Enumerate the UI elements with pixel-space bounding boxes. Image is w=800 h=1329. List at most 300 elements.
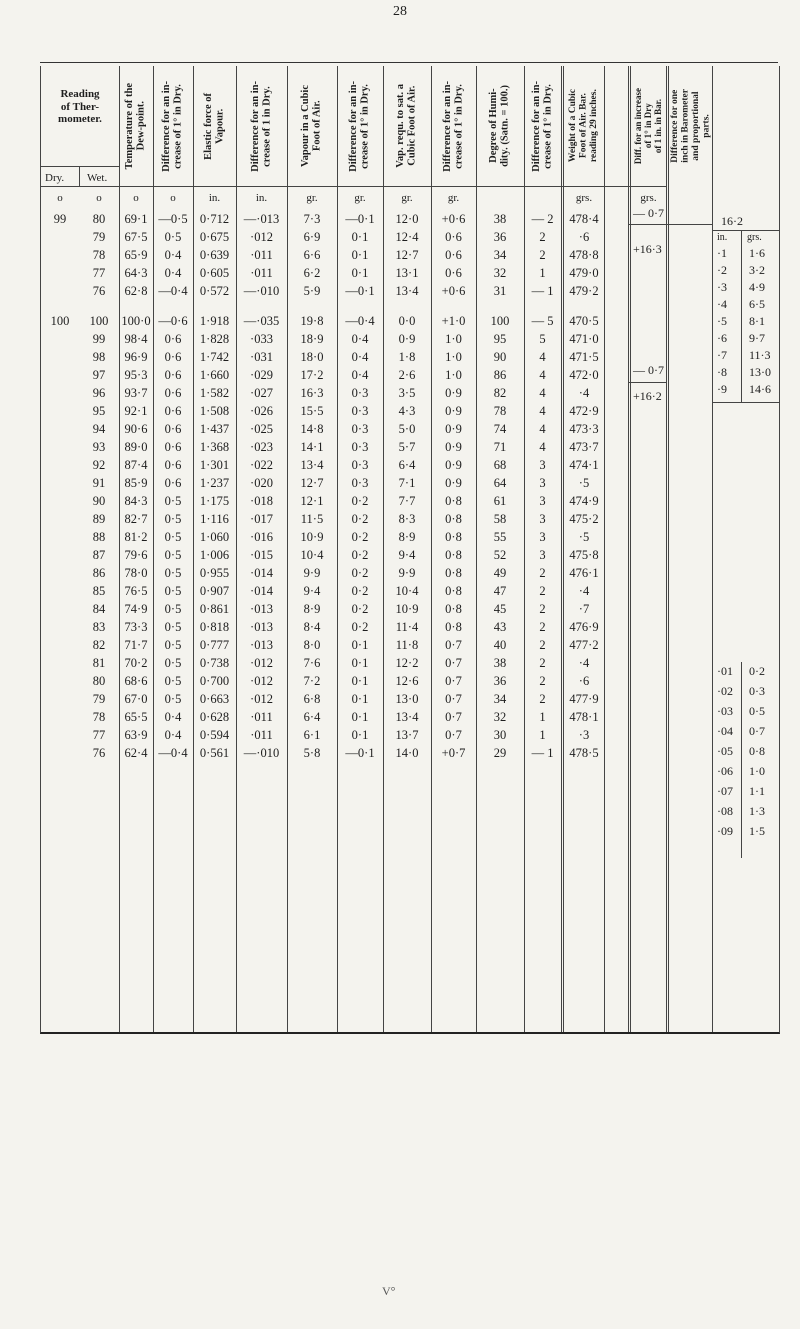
diff-vapour-cell: —0·4 (345, 314, 375, 328)
diffone-grs-value: 0·2 (749, 664, 765, 678)
diff-humidity-cell: 3 (539, 512, 546, 526)
elastic-force-cell: 0·907 (199, 584, 230, 598)
wet-cell: 83 (92, 620, 106, 634)
table-row (41, 458, 779, 476)
elastic-force-cell: 1·116 (200, 512, 229, 526)
elastic-force-cell: 0·700 (199, 674, 230, 688)
table-row (41, 266, 779, 284)
wet-cell: 78 (92, 248, 106, 262)
diff-elastic-cell: ·014 (250, 584, 273, 598)
diffone-inch-value: ·02 (717, 684, 733, 698)
header-diff-bar: Diff. for an increase of 1° in Dry of 1 in. in Bar. (632, 87, 663, 165)
diff-humidity-cell: — 2 (531, 212, 554, 226)
diff-humidity-cell: 1 (539, 728, 546, 742)
weight-cell: 477·9 (569, 692, 599, 706)
diff-vap-required-cell: 0·8 (445, 620, 462, 634)
diff-elastic-cell: ·026 (250, 404, 273, 418)
diff-vap-required-cell: 0·7 (445, 656, 462, 670)
diff-vapour-cell: 0·2 (351, 548, 369, 562)
humidity-cell: 32 (493, 266, 507, 280)
diff-vapour-cell: 0·1 (351, 656, 369, 670)
unit-diff-vapour: gr. (354, 192, 366, 204)
weight-cell: 478·4 (569, 212, 599, 226)
diff-dew-cell: 0·6 (164, 404, 182, 418)
dew-point-cell: 81·2 (124, 530, 148, 544)
vapour-cell: 19·8 (300, 314, 324, 328)
table-row (41, 404, 779, 422)
humidity-cell: 52 (493, 548, 507, 562)
vap-required-cell: 8·9 (398, 530, 416, 544)
weight-cell: 475·8 (569, 548, 599, 562)
diff-vap-required-cell: 0·8 (445, 548, 462, 562)
diff-humidity-cell: 4 (539, 350, 546, 364)
table-row (41, 638, 779, 656)
diffone-inch-value: ·6 (717, 331, 727, 345)
diff-vap-required-cell: 0·8 (445, 530, 462, 544)
wet-cell: 98 (92, 350, 106, 364)
diffone-inch-value: ·08 (717, 804, 733, 818)
diff-vapour-cell: 0·2 (351, 512, 369, 526)
dew-point-cell: 65·5 (124, 710, 148, 724)
diff-vap-required-cell: 0·8 (445, 584, 462, 598)
diff-dew-cell: 0·5 (164, 230, 182, 244)
vapour-cell: 18·9 (300, 332, 324, 346)
dew-point-cell: 62·4 (124, 746, 148, 760)
vapour-cell: 6·1 (303, 728, 321, 742)
table-row (41, 710, 779, 728)
diffbar-weight-mid: — 0·7 (633, 363, 664, 377)
table-row (41, 248, 779, 266)
diffone-grs-value: 0·8 (749, 744, 765, 758)
diff-elastic-cell: ·017 (250, 512, 273, 526)
diff-vap-required-cell: 1·0 (445, 368, 462, 382)
vap-required-cell: 13·7 (395, 728, 419, 742)
diff-vapour-cell: 0·1 (351, 248, 369, 262)
vap-required-cell: 0·9 (398, 332, 416, 346)
vapour-cell: 6·2 (303, 266, 321, 280)
vapour-cell: 5·8 (303, 746, 321, 760)
diff-humidity-cell: 4 (539, 368, 546, 382)
unit-dew: o (133, 192, 139, 204)
elastic-force-cell: 0·712 (199, 212, 230, 226)
wet-cell: 85 (92, 584, 106, 598)
elastic-force-cell: 1·368 (199, 440, 230, 454)
vap-required-cell: 10·9 (395, 602, 419, 616)
diff-dew-cell: 0·5 (164, 512, 182, 526)
dew-point-cell: 98·4 (124, 332, 148, 346)
diff-vap-required-cell: 0·9 (445, 458, 462, 472)
wet-cell: 80 (92, 212, 106, 226)
diff-dew-cell: 0·4 (164, 728, 182, 742)
diff-elastic-cell: ·012 (250, 692, 273, 706)
vapour-cell: 17·2 (300, 368, 324, 382)
diff-dew-cell: 0·4 (164, 266, 182, 280)
table-row (41, 530, 779, 548)
vapour-cell: 7·6 (303, 656, 321, 670)
diffone-grs-value: 0·7 (749, 724, 765, 738)
vap-required-cell: 5·7 (398, 440, 416, 454)
diff-vap-required-cell: 0·8 (445, 566, 462, 580)
diffone-grs-value: 1·5 (749, 824, 765, 838)
elastic-force-cell: 0·639 (199, 248, 230, 262)
vapour-cell: 7·3 (303, 212, 321, 226)
weight-cell: 470·5 (569, 314, 599, 328)
wet-cell: 79 (92, 230, 106, 244)
wet-cell: 99 (92, 332, 106, 346)
humidity-cell: 36 (493, 230, 507, 244)
elastic-force-cell: 0·955 (199, 566, 230, 580)
unit-vap-req: gr. (401, 192, 413, 204)
diff-vap-required-cell: 0·9 (445, 404, 462, 418)
diffone-grs-value: 0·5 (749, 704, 765, 718)
header-diff-dew: Difference for an in- crease of 1° in Dry. (161, 80, 184, 172)
weight-cell: 476·1 (569, 566, 599, 580)
humidity-cell: 71 (493, 440, 507, 454)
header-diff-humidity: Difference for an in- crease of 1° in Dry. (530, 80, 554, 172)
elastic-force-cell: 1·006 (199, 548, 230, 562)
wet-cell: 78 (92, 710, 106, 724)
elastic-force-cell: 0·605 (199, 266, 230, 280)
vapour-cell: 10·9 (300, 530, 324, 544)
diff-vap-required-cell: 0·7 (445, 674, 462, 688)
vapour-cell: 6·4 (303, 710, 321, 724)
diff-vap-required-cell: 0·7 (445, 710, 462, 724)
table-row (41, 422, 779, 440)
vap-required-cell: 12·4 (395, 230, 419, 244)
wet-cell: 97 (92, 368, 106, 382)
humidity-cell: 68 (493, 458, 507, 472)
diff-vap-required-cell: 0·8 (445, 602, 462, 616)
vap-required-cell: 2·6 (398, 368, 416, 382)
diffone-grs-value: 9·7 (749, 331, 765, 345)
diffone-head-value: 16·2 (721, 214, 743, 228)
dew-point-cell: 64·3 (124, 266, 148, 280)
humidity-cell: 32 (493, 710, 507, 724)
table-row (41, 692, 779, 710)
weight-cell: ·5 (578, 530, 590, 544)
diff-dew-cell: 0·6 (164, 350, 182, 364)
diff-vap-required-cell: 0·6 (445, 230, 462, 244)
humidity-cell: 61 (493, 494, 507, 508)
vapour-cell: 7·2 (303, 674, 321, 688)
elastic-force-cell: 0·861 (199, 602, 230, 616)
vapour-cell: 6·8 (303, 692, 321, 706)
header-diff-elastic: Difference for an in- crease of 1 in Dry. (249, 80, 273, 172)
diffone-inch-value: ·04 (717, 724, 733, 738)
diff-vap-required-cell: +0·7 (441, 746, 466, 760)
diff-humidity-cell: 2 (539, 692, 546, 706)
diff-humidity-cell: 4 (539, 386, 546, 400)
humidity-cell: 34 (493, 248, 507, 262)
vap-required-cell: 3·5 (398, 386, 416, 400)
diffone-grs-value: 0·3 (749, 684, 765, 698)
elastic-force-cell: 1·060 (199, 530, 230, 544)
diffbar-bar-top: +16·3 (633, 242, 662, 256)
unit-diff-bar: grs. (640, 192, 657, 204)
diff-vap-required-cell: 0·7 (445, 638, 462, 652)
table-row (41, 332, 779, 350)
diffone-inch-value: ·9 (717, 382, 727, 396)
wet-cell: 96 (92, 386, 106, 400)
vap-required-cell: 11·8 (395, 638, 419, 652)
vapour-cell: 9·4 (303, 584, 321, 598)
diffone-inch-value: ·8 (717, 365, 727, 379)
vapour-cell: 14·1 (300, 440, 324, 454)
diff-dew-cell: 0·5 (164, 584, 182, 598)
diff-humidity-cell: 2 (539, 230, 546, 244)
wet-cell: 80 (92, 674, 106, 688)
diff-vap-required-cell: 0·7 (445, 728, 462, 742)
elastic-force-cell: 1·742 (199, 350, 230, 364)
diff-humidity-cell: 4 (539, 440, 546, 454)
diffone-grs-value: 14·6 (749, 382, 771, 396)
diffone-unit-grs: grs. (747, 232, 762, 243)
diff-vap-required-cell: 0·6 (445, 248, 462, 262)
elastic-force-cell: 1·660 (199, 368, 230, 382)
table-row (41, 602, 779, 620)
diff-elastic-cell: ·011 (250, 710, 273, 724)
humidity-cell: 36 (493, 674, 507, 688)
header-diff-vap-required: Difference for an in- crease of 1° in Dry. (441, 80, 465, 172)
diff-elastic-cell: ·023 (250, 440, 273, 454)
unit-weight: grs. (575, 192, 593, 204)
top-rule (40, 62, 778, 63)
diff-dew-cell: —0·4 (158, 746, 188, 760)
header-vap-required: Vap. requ. to sat. a Cubic Foot of Air. (395, 84, 418, 168)
diff-dew-cell: 0·5 (164, 656, 182, 670)
header-dew-point: Temperature of the Dew-point. (124, 82, 147, 170)
weight-cell: 471·5 (569, 350, 599, 364)
diffbar-rule (628, 224, 712, 225)
wet-cell: 95 (92, 404, 106, 418)
vapour-cell: 6·6 (303, 248, 321, 262)
vap-required-cell: 12·6 (395, 674, 419, 688)
diffbar-rule (628, 382, 666, 383)
vap-required-cell: 8·3 (398, 512, 416, 526)
dew-point-cell: 62·8 (124, 284, 148, 298)
header-elastic-force: Elastic force of Vapour. (202, 92, 226, 160)
dew-point-cell: 65·9 (124, 248, 148, 262)
dew-point-cell: 100·0 (121, 314, 151, 328)
diff-humidity-cell: 5 (539, 332, 546, 346)
diff-elastic-cell: ·025 (250, 422, 273, 436)
vap-required-cell: 9·4 (398, 548, 416, 562)
humidity-cell: 95 (493, 332, 507, 346)
col-divider (741, 230, 742, 402)
vapour-cell: 12·1 (300, 494, 324, 508)
dew-point-cell: 92·1 (124, 404, 148, 418)
diffone-rule (712, 402, 779, 403)
diff-dew-cell: 0·4 (164, 248, 182, 262)
diff-dew-cell: 0·6 (164, 458, 182, 472)
vap-required-cell: 13·4 (395, 710, 419, 724)
vap-required-cell: 13·4 (395, 284, 419, 298)
diffone-inch-value: ·06 (717, 764, 733, 778)
diffone-inch-value: ·07 (717, 784, 733, 798)
humidity-cell: 38 (493, 656, 507, 670)
weight-cell: 473·3 (569, 422, 599, 436)
humidity-cell: 43 (493, 620, 507, 634)
diff-elastic-cell: ·012 (250, 230, 273, 244)
diff-dew-cell: 0·5 (164, 620, 182, 634)
diffone-inch-value: ·3 (717, 280, 727, 294)
diff-vapour-cell: 0·3 (351, 386, 369, 400)
table-row (41, 314, 779, 332)
diff-vap-required-cell: +0·6 (441, 284, 466, 298)
diff-elastic-cell: —·013 (243, 212, 280, 226)
wet-cell: 76 (92, 284, 106, 298)
wet-cell: 87 (92, 548, 106, 562)
humidity-cell: 82 (493, 386, 507, 400)
diff-humidity-cell: — 1 (531, 284, 554, 298)
vapour-cell: 14·8 (300, 422, 324, 436)
dew-point-cell: 84·3 (124, 494, 148, 508)
humidity-cell: 45 (493, 602, 507, 616)
vap-required-cell: 6·4 (398, 458, 416, 472)
humidity-cell: 34 (493, 692, 507, 706)
diffone-inch-value: ·05 (717, 744, 733, 758)
header-reading: Reading of Ther- mometer. (58, 88, 102, 126)
diffone-rule (712, 230, 779, 231)
diff-elastic-cell: ·015 (250, 548, 273, 562)
diff-vapour-cell: 0·2 (351, 566, 369, 580)
elastic-force-cell: 0·628 (199, 710, 230, 724)
vapour-cell: 12·7 (300, 476, 324, 490)
diff-dew-cell: 0·6 (164, 386, 182, 400)
table-row (41, 656, 779, 674)
diff-humidity-cell: 1 (539, 710, 546, 724)
diff-humidity-cell: 2 (539, 638, 546, 652)
elastic-force-cell: 1·828 (199, 332, 230, 346)
weight-cell: 477·2 (569, 638, 599, 652)
humidity-cell: 100 (490, 314, 510, 328)
wet-cell: 82 (92, 638, 106, 652)
diff-vap-required-cell: 0·8 (445, 494, 462, 508)
vap-required-cell: 0·0 (398, 314, 416, 328)
diff-dew-cell: 0·6 (164, 422, 182, 436)
diff-humidity-cell: 3 (539, 494, 546, 508)
dew-point-cell: 87·4 (124, 458, 148, 472)
diffone-grs-value: 13·0 (749, 365, 771, 379)
elastic-force-cell: 0·561 (199, 746, 230, 760)
vapour-cell: 8·9 (303, 602, 321, 616)
weight-cell: ·4 (578, 386, 590, 400)
diffone-inch-value: ·4 (717, 297, 727, 311)
diff-dew-cell: —0·6 (158, 314, 188, 328)
diff-vapour-cell: 0·3 (351, 476, 369, 490)
diff-humidity-cell: 2 (539, 602, 546, 616)
humidity-cell: 74 (493, 422, 507, 436)
elastic-force-cell: 1·508 (199, 404, 230, 418)
diff-dew-cell: 0·5 (164, 566, 182, 580)
diff-vapour-cell: —0·1 (345, 746, 375, 760)
humidity-cell: 78 (493, 404, 507, 418)
vap-required-cell: 1·8 (398, 350, 416, 364)
diff-dew-cell: 0·6 (164, 332, 182, 346)
weight-cell: 472·0 (569, 368, 599, 382)
wet-cell: 79 (92, 692, 106, 706)
diff-vapour-cell: 0·3 (351, 422, 369, 436)
humidity-cell: 58 (493, 512, 507, 526)
elastic-force-cell: 1·582 (199, 386, 230, 400)
diff-vapour-cell: 0·1 (351, 674, 369, 688)
diff-humidity-cell: — 1 (531, 746, 554, 760)
dew-point-cell: 70·2 (124, 656, 148, 670)
humidity-cell: 30 (493, 728, 507, 742)
dry-cell: 99 (53, 212, 67, 226)
vapour-cell: 10·4 (300, 548, 324, 562)
humidity-cell: 86 (493, 368, 507, 382)
unit-wet: o (96, 192, 102, 204)
vapour-cell: 11·5 (300, 512, 324, 526)
diff-humidity-cell: 1 (539, 266, 546, 280)
humidity-cell: 31 (493, 284, 507, 298)
diff-dew-cell: 0·5 (164, 638, 182, 652)
dew-point-cell: 96·9 (124, 350, 148, 364)
weight-cell: ·7 (578, 602, 590, 616)
vap-required-cell: 10·4 (395, 584, 419, 598)
wet-cell: 84 (92, 602, 106, 616)
page-number: 28 (393, 4, 407, 19)
diffone-grs-value: 1·1 (749, 784, 765, 798)
diff-dew-cell: 0·6 (164, 368, 182, 382)
header-weight-air: Weight of a Cubic Foot of Air. Bar. reading 29 inches. (568, 89, 600, 163)
diff-humidity-cell: 3 (539, 476, 546, 490)
table-row (41, 284, 779, 302)
diff-elastic-cell: ·031 (250, 350, 273, 364)
diff-vapour-cell: 0·3 (351, 458, 369, 472)
dew-point-cell: 71·7 (124, 638, 148, 652)
elastic-force-cell: 1·437 (199, 422, 230, 436)
vapour-cell: 18·0 (300, 350, 324, 364)
header-wet: Wet. (87, 172, 108, 184)
elastic-force-cell: 0·738 (199, 656, 230, 670)
humidity-cell: 49 (493, 566, 507, 580)
diff-vapour-cell: 0·1 (351, 266, 369, 280)
weight-cell: ·6 (578, 674, 590, 688)
vap-required-cell: 13·0 (395, 692, 419, 706)
diffone-grs-value: 8·1 (749, 314, 765, 328)
diff-elastic-cell: ·012 (250, 656, 273, 670)
diff-elastic-cell: —·010 (243, 746, 280, 760)
dew-point-cell: 67·0 (124, 692, 148, 706)
diff-vapour-cell: 0·2 (351, 602, 369, 616)
vap-required-cell: 5·0 (398, 422, 416, 436)
diff-elastic-cell: ·033 (250, 332, 273, 346)
diff-elastic-cell: ·012 (250, 674, 273, 688)
weight-cell: 478·8 (569, 248, 599, 262)
diffone-grs-value: 1·6 (749, 246, 765, 260)
table-row (41, 674, 779, 692)
wet-cell: 100 (89, 314, 109, 328)
table-row (41, 584, 779, 602)
diff-elastic-cell: ·013 (250, 602, 273, 616)
diff-vapour-cell: 0·2 (351, 494, 369, 508)
ink-mark: V° (382, 1284, 396, 1298)
diff-humidity-cell: 3 (539, 458, 546, 472)
diff-vapour-cell: 0·3 (351, 440, 369, 454)
diffone-grs-value: 3·2 (749, 263, 765, 277)
vapour-cell: 15·5 (300, 404, 324, 418)
elastic-force-cell: 0·818 (199, 620, 230, 634)
weight-cell: 476·9 (569, 620, 599, 634)
vapour-cell: 8·0 (303, 638, 321, 652)
diff-elastic-cell: ·011 (250, 266, 273, 280)
diff-vapour-cell: 0·3 (351, 404, 369, 418)
table-row (41, 476, 779, 494)
header-vapour-cubic: Vapour in a Cubic Foot of Air. (300, 85, 323, 167)
humidity-cell: 40 (493, 638, 507, 652)
